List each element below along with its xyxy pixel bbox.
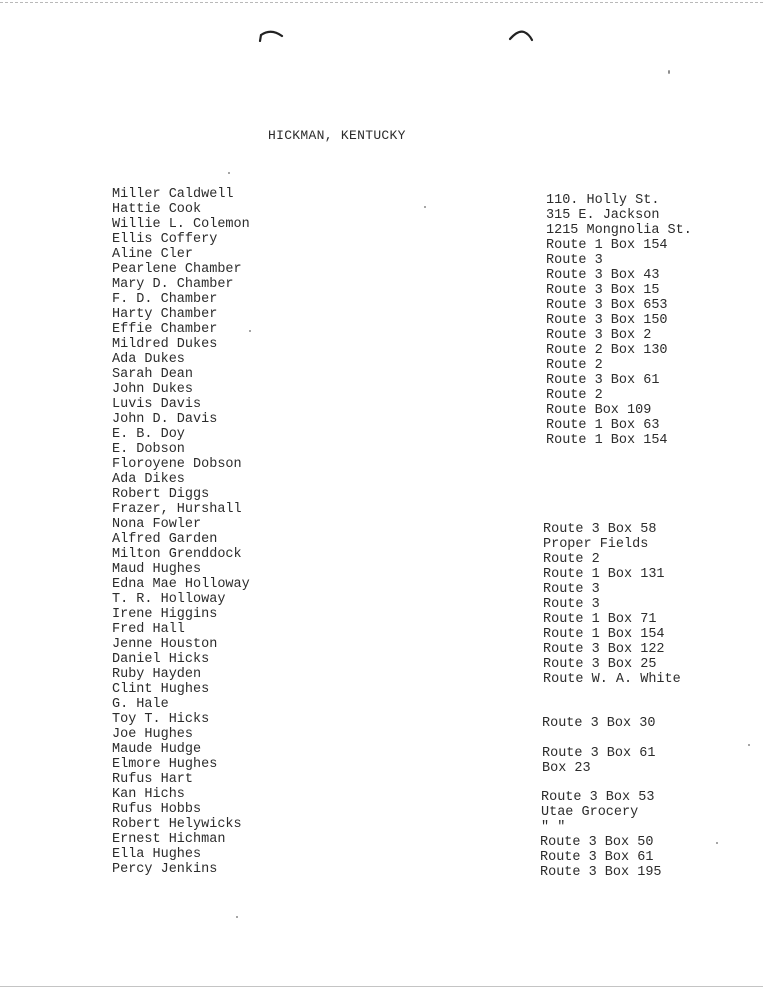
names-column: [112, 187, 250, 877]
binder-hole-left: [258, 28, 284, 42]
address-entry: Utae Grocery: [541, 805, 639, 820]
name-entry: T. R. Holloway: [112, 592, 226, 607]
name-entry: G. Hale: [112, 697, 169, 712]
address-entry: Route 2: [546, 388, 603, 403]
name-entry: Pearlene Chamber: [112, 262, 242, 277]
address-entry: Route 1 Box 154: [543, 627, 665, 642]
name-entry: Daniel Hicks: [112, 652, 210, 667]
name-entry: Fred Hall: [112, 622, 185, 637]
address-entry: Route 1 Box 63: [546, 418, 660, 433]
address-entry: Route 3 Box 2: [546, 328, 652, 343]
address-entry: Route 3: [543, 582, 600, 597]
address-group-4: [542, 746, 655, 776]
address-entry: Box 23: [542, 761, 591, 776]
name-entry: Willie L. Colemon: [112, 217, 250, 232]
name-entry: Ruby Hayden: [112, 667, 202, 682]
paper-speck: [236, 916, 238, 918]
address-entry: Route 2: [543, 552, 600, 567]
name-entry: Effie Chamber: [112, 322, 218, 337]
address-entry: Route 1 Box 154: [546, 238, 668, 253]
name-entry: Alfred Garden: [112, 532, 218, 547]
name-entry: Mary D. Chamber: [112, 277, 234, 292]
paper-speck: [249, 330, 251, 332]
name-entry: Edna Mae Holloway: [112, 577, 250, 592]
paper-speck: [424, 206, 426, 208]
address-group-5: [541, 790, 654, 835]
page-top-edge: [0, 2, 763, 3]
address-entry: Route 3 Box 30: [542, 716, 656, 731]
page-title: HICKMAN, KENTUCKY: [268, 128, 406, 143]
address-entry: Route W. A. White: [543, 672, 681, 687]
address-entry: Route 1 Box 154: [546, 433, 668, 448]
address-entry: Route 3 Box 50: [540, 835, 654, 850]
name-entry: Harty Chamber: [112, 307, 218, 322]
address-entry: Route 3 Box 58: [543, 522, 657, 537]
address-group-1: [546, 193, 692, 448]
name-entry: Elmore Hughes: [112, 757, 218, 772]
name-entry: Hattie Cook: [112, 202, 202, 217]
name-entry: Clint Hughes: [112, 682, 210, 697]
address-entry: Route 2: [546, 358, 603, 373]
address-entry: Route 3 Box 61: [540, 850, 654, 865]
name-entry: Floroyene Dobson: [112, 457, 242, 472]
address-entry: Proper Fields: [543, 537, 649, 552]
name-entry: Luvis Davis: [112, 397, 202, 412]
address-entry: Route 3 Box 122: [543, 642, 665, 657]
address-entry: Route 1 Box 71: [543, 612, 657, 627]
address-entry: Route 3 Box 653: [546, 298, 668, 313]
address-entry: 315 E. Jackson: [546, 208, 660, 223]
name-entry: John D. Davis: [112, 412, 218, 427]
name-entry: Percy Jenkins: [112, 862, 218, 877]
name-entry: Maud Hughes: [112, 562, 202, 577]
name-entry: Frazer, Hurshall: [112, 502, 242, 517]
address-entry: Route 3 Box 150: [546, 313, 668, 328]
address-entry: Route Box 109: [546, 403, 652, 418]
name-entry: Aline Cler: [112, 247, 194, 262]
address-entry: Route 3 Box 61: [542, 746, 656, 761]
name-entry: F. D. Chamber: [112, 292, 218, 307]
name-entry: E. B. Doy: [112, 427, 185, 442]
address-entry: " ": [541, 820, 566, 835]
name-entry: Sarah Dean: [112, 367, 194, 382]
address-group-3: [542, 716, 655, 731]
name-entry: Kan Hichs: [112, 787, 185, 802]
binder-hole-right: [508, 28, 534, 42]
paper-speck: [748, 744, 750, 746]
name-entry: Joe Hughes: [112, 727, 194, 742]
name-entry: E. Dobson: [112, 442, 185, 457]
name-entry: Ellis Coffery: [112, 232, 218, 247]
address-group-6: [540, 835, 662, 880]
name-entry: Milton Grenddock: [112, 547, 242, 562]
name-entry: Rufus Hobbs: [112, 802, 202, 817]
address-entry: Route 3 Box 43: [546, 268, 660, 283]
address-entry: Route 3: [543, 597, 600, 612]
name-entry: Robert Helywicks: [112, 817, 242, 832]
name-entry: Mildred Dukes: [112, 337, 218, 352]
address-entry: 1215 Mongnolia St.: [546, 223, 692, 238]
address-entry: 110. Holly St.: [546, 193, 660, 208]
address-entry: Route 1 Box 131: [543, 567, 665, 582]
address-entry: Route 2 Box 130: [546, 343, 668, 358]
paper-speck: [716, 842, 718, 844]
name-entry: Ada Dikes: [112, 472, 185, 487]
address-entry: Route 3 Box 61: [546, 373, 660, 388]
name-entry: Ernest Hichman: [112, 832, 226, 847]
name-entry: Ella Hughes: [112, 847, 202, 862]
address-entry: Route 3 Box 25: [543, 657, 657, 672]
name-entry: Irene Higgins: [112, 607, 218, 622]
address-entry: Route 3 Box 195: [540, 865, 662, 880]
name-entry: Nona Fowler: [112, 517, 202, 532]
address-entry: Route 3: [546, 253, 603, 268]
name-entry: Toy T. Hicks: [112, 712, 210, 727]
address-entry: Route 3 Box 15: [546, 283, 660, 298]
name-entry: John Dukes: [112, 382, 194, 397]
name-entry: Miller Caldwell: [112, 187, 234, 202]
name-entry: Robert Diggs: [112, 487, 210, 502]
name-entry: Jenne Houston: [112, 637, 218, 652]
name-entry: Maude Hudge: [112, 742, 202, 757]
paper-speck: [228, 172, 230, 174]
address-group-2: [543, 522, 681, 687]
paper-speck: [668, 70, 670, 74]
page-bottom-edge: [0, 986, 763, 987]
name-entry: Rufus Hart: [112, 772, 194, 787]
address-entry: Route 3 Box 53: [541, 790, 655, 805]
name-entry: Ada Dukes: [112, 352, 185, 367]
